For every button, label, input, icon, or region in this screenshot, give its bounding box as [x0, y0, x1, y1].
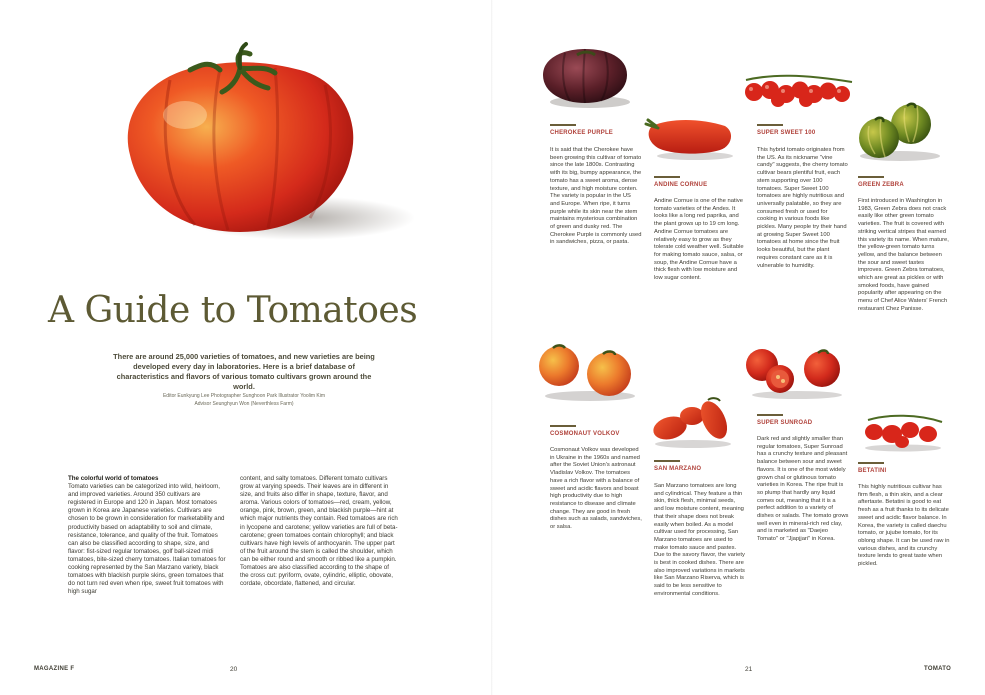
credits-line: Advisor Seunghyun Won (Neverthless Farm)	[194, 401, 294, 407]
super-sweet-100-image	[742, 70, 857, 110]
body-column-2: content, and salty tomatoes. Different tomato cultivars grow at varying speeds. Their leaves are in different in size, and fruits also differ in shape, texture, flavor, and aroma. Various colors of tomatoes—red, cream, yellow, orange, pink, brown, green, and blackish purple—hint at which major nutrients they contain. Red tomatoes are rich in lycopene and carotene; yellow varieties are full of beta-carotene; green tomatoes contain chlorophyll; and black cultivars have high levels of anthocyanin. The upper part of the fruit around the stem is called the shoulder, which can be either round and smooth or ribbed like a pumpkin. Tomatoes are also classified according to the shape of the cross cut: pyriform, ovate, cylindric, elliptic, obovate, cordate, obcordate, flattened, and circular.	[240, 475, 398, 588]
divider	[654, 176, 680, 178]
variety-name-san-marzano: SAN MARZANO	[654, 466, 702, 472]
variety-name-cherokee-purple: CHEROKEE PURPLE	[550, 130, 614, 136]
cosmonaut-volkov-image	[535, 340, 640, 402]
variety-name-super-sunroad: SUPER SUNROAD	[757, 420, 813, 426]
variety-text-andine-cornue: Andine Cornue is one of the native tomato varieties of the Andes. It looks like a long red paprika, and the plant grows up to 19 cm long. Andine Cornue tomatoes are relatively easy to grow as they tolerate cold weather well. Suitable for making tomato sauce, salsa, or soup, the Andine Cornue have a thick flesh with low moisture and low sugar content.	[654, 198, 744, 282]
divider	[757, 414, 783, 416]
page-number: 21	[745, 666, 753, 673]
variety-name-andine-cornue: ANDINE CORNUE	[654, 182, 708, 188]
page-title: A Guide to Tomatoes	[48, 290, 418, 331]
magazine-label: MAGAZINE F	[34, 666, 75, 672]
page-gutter	[491, 0, 493, 695]
variety-text-super-sunroad: Dark red and slightly smaller than regular tomatoes, Super Sunroad has a crunchy texture and pleasant balance between sour and sweet flavors. It is one of the most widely grown chal or glutinous tomato varieties in Korea. The ripe fruit is so plump that hardly any liquid comes out, meaning that it is a perfect addition to a variety of dishes or salads. The tomato grows well even in mineral-rich red clay, and is marketed as "Daejeo Tomato" or "Jjapjjari" in Korea.	[757, 436, 849, 543]
page-number: 20	[230, 666, 238, 673]
variety-name-super-sweet-100: SUPER SWEET 100	[757, 130, 816, 136]
variety-text-betatini: This highly nutritious cultivar has firm flesh, a thin skin, and a clear aftertaste. Betatini is good to eat fresh as a fruit thanks to its delicate sweet and acidic flavor balance. In Korea, the variety is called daechu tomato, or jujube tomato, for its oblong shape. It can be used raw in various dishes, and its crunchy texture lends to great taste when pickled.	[858, 484, 950, 568]
variety-text-green-zebra: First introduced in Washington in 1983, Green Zebra does not crack easily like other green tomato varieties. The fruit is covered with striking vertical stripes that earned this variety its name. When mature, the yellow-green tomato turns yellow, and the balance between the sour and sweet tastes improves. Green Zebra tomatoes, which are great as pickles or with smoked foods, have gained popularity after appearing on the menu of Chef Alice Waters' French restaurant Chez Panisse.	[858, 198, 949, 312]
andine-cornue-image	[640, 112, 740, 162]
intro-text: There are around 25,000 varieties of tomatoes, and new varieties are being developed every day in laboratories. Here is a brief database of characteristics and flavors of various tomato cultivars grown around the world.	[113, 352, 375, 391]
body-heading: The colorful world of tomatoes	[68, 475, 159, 482]
divider	[550, 425, 576, 427]
hero-tomato-illustration	[100, 40, 420, 250]
super-sunroad-image	[742, 345, 847, 400]
divider	[858, 176, 884, 178]
left-page	[0, 0, 492, 695]
variety-name-betatini: BETATINI	[858, 468, 887, 474]
variety-name-cosmonaut-volkov: COSMONAUT VOLKOV	[550, 431, 620, 437]
body-column-1	[68, 475, 226, 596]
green-zebra-image	[855, 100, 945, 162]
variety-text-super-sweet-100: This hybrid tomato originates from the US. As its nickname "vine candy" suggests, the cherry tomato cultivar bears plentiful fruit, each stem supporting over 100 tomatoes. Super Sweet 100 tomatoes are highly nutritious and universally palatable, so they are consumed fresh or used for cooking in various foods like pickles. Many people try their hand at growing Super Sweet 100 tomatoes at home since the fruit looks beautiful, but the plant requires constant care as it is vulnerable to humidity.	[757, 147, 848, 269]
cherokee-purple-image	[535, 45, 635, 109]
section-label: TOMATO	[924, 666, 952, 672]
variety-text-cherokee-purple: It is said that the Cherokee have been growing this cultivar of tomato since the late 1800s. Contrasting with its big, bumpy appearance, the tomato has a sweet aroma, dense texture, and high moisture conten. The variety is popular in the US and Europe. When ripe, it turns purple while its skin near the stem maintains mysterious combination of green and dusky red. The Cherokee Purple is commonly used in sandwiches, pizza, or pasta.	[550, 147, 642, 246]
credits	[110, 392, 378, 408]
body-text: Tomato varieties can be categorized into wild, heirloom, and improved varieties. Around 350 cultivars are registered in Europe and 120 in Japan. Most tomatoes grown in Korea are Japanese varieties. Cultivars are chosen to be grown in consideration for marketability and productivity based on adaptability to soil and climate, resistance, tolerance, and quality of the fruit. Tomatoes can also be classified according to shape, size, and flavor: fist-sized regular tomatoes, golf ball-sized midi tomatoes, bite-sized cherry tomatoes. Italian tomatoes for cooking represented by the San Marzano variety, black tomatoes with blackish purple skins, green tomatoes that do not turn red even when ripe, sweet fruit tomatoes with high sugar	[68, 483, 226, 596]
betatini-image	[858, 410, 948, 452]
divider	[654, 460, 680, 462]
divider	[550, 124, 576, 126]
credits-line: Editor Eunkyung Lee Photographer Sunghoon Park Illustrator Yoolim Kim	[162, 393, 326, 399]
san-marzano-image	[648, 392, 738, 450]
divider	[757, 124, 783, 126]
variety-name-green-zebra: GREEN ZEBRA	[858, 182, 904, 188]
variety-text-cosmonaut-volkov: Cosmonaut Volkov was developed in Ukraine in the 1960s and named after the Soviet Union's astronaut Vladislav Volkov. The tomatoes have a rich flavor with a balance of sweet and acidic flavors and boast high productivity due to high resistance to disease and climate change. They are good in fresh dishes such as salads, sandwiches, or salsa.	[550, 447, 642, 531]
divider	[858, 462, 884, 464]
variety-text-san-marzano: San Marzano tomatoes are long and cylindrical. They feature a thin skin, thick flesh, minimal seeds, and low moisture content, meaning that their shape does not break easily when boiled. As a model cultivar used for processing, San Marzano tomatoes are used to make tomato sauce and pastes. Due to the savory flavor, the variety is best in cooked dishes. There are also improved variations in markets like San Marzano Riserva, which is said to be less sensitive to environmental conditions.	[654, 483, 745, 597]
